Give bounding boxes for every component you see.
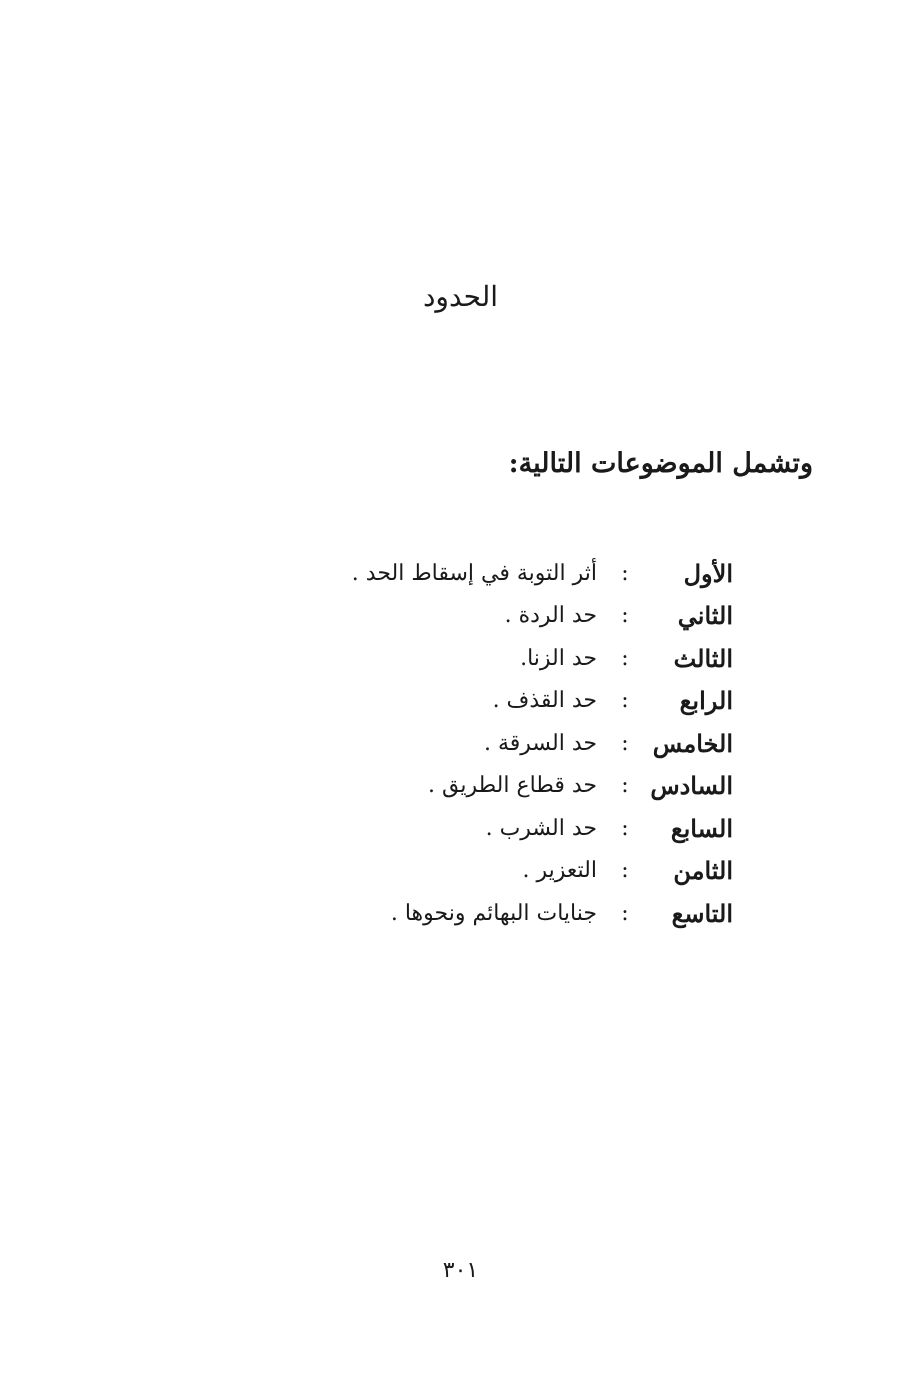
topic-row bbox=[173, 765, 733, 808]
topic-colon: : bbox=[621, 730, 629, 756]
topic-text: حد قطاع الطريق . bbox=[428, 773, 597, 799]
topic-text: حد القذف . bbox=[492, 688, 597, 714]
topic-text: جنايات البهائم ونحوها . bbox=[390, 900, 597, 926]
topic-colon: : bbox=[621, 688, 629, 714]
chapter-title: الحدود bbox=[422, 280, 499, 313]
topic-colon: : bbox=[621, 815, 629, 841]
topic-colon: : bbox=[621, 773, 629, 799]
topic-colon: : bbox=[621, 900, 629, 926]
topic-label: الثامن bbox=[673, 856, 733, 886]
page-number: ٣٠١ bbox=[442, 1258, 479, 1283]
topics-intro: وتشمل الموضوعات التالية: bbox=[508, 448, 813, 479]
topic-colon: : bbox=[621, 645, 629, 671]
topic-row bbox=[173, 722, 733, 765]
topic-label: السادس bbox=[650, 771, 733, 801]
topic-row bbox=[173, 595, 733, 638]
topic-text: حد الشرب . bbox=[485, 815, 597, 841]
topic-colon: : bbox=[621, 560, 629, 586]
topics-list bbox=[173, 552, 733, 935]
topic-label: الخامس bbox=[652, 728, 733, 758]
topic-colon: : bbox=[621, 603, 629, 629]
topic-label: السابع bbox=[670, 813, 733, 843]
topic-row bbox=[173, 892, 733, 935]
topic-row bbox=[173, 807, 733, 850]
topic-row bbox=[173, 637, 733, 680]
topic-row bbox=[173, 552, 733, 595]
topic-text: حد الزنا. bbox=[520, 645, 597, 671]
topic-row bbox=[173, 850, 733, 893]
topic-text: حد السرقة . bbox=[483, 730, 597, 756]
topic-text: أثر التوبة في إسقاط الحد . bbox=[351, 560, 597, 586]
topic-label: الثالث bbox=[673, 643, 733, 673]
topic-colon: : bbox=[621, 858, 629, 884]
topic-text: حد الردة . bbox=[504, 603, 597, 629]
topic-label: التاسع bbox=[671, 898, 733, 928]
topic-label: الرابع bbox=[679, 686, 733, 716]
topic-label: الثاني bbox=[677, 601, 733, 631]
topic-label: الأول bbox=[683, 558, 733, 588]
topic-row bbox=[173, 680, 733, 723]
topic-text: التعزير . bbox=[522, 858, 597, 884]
